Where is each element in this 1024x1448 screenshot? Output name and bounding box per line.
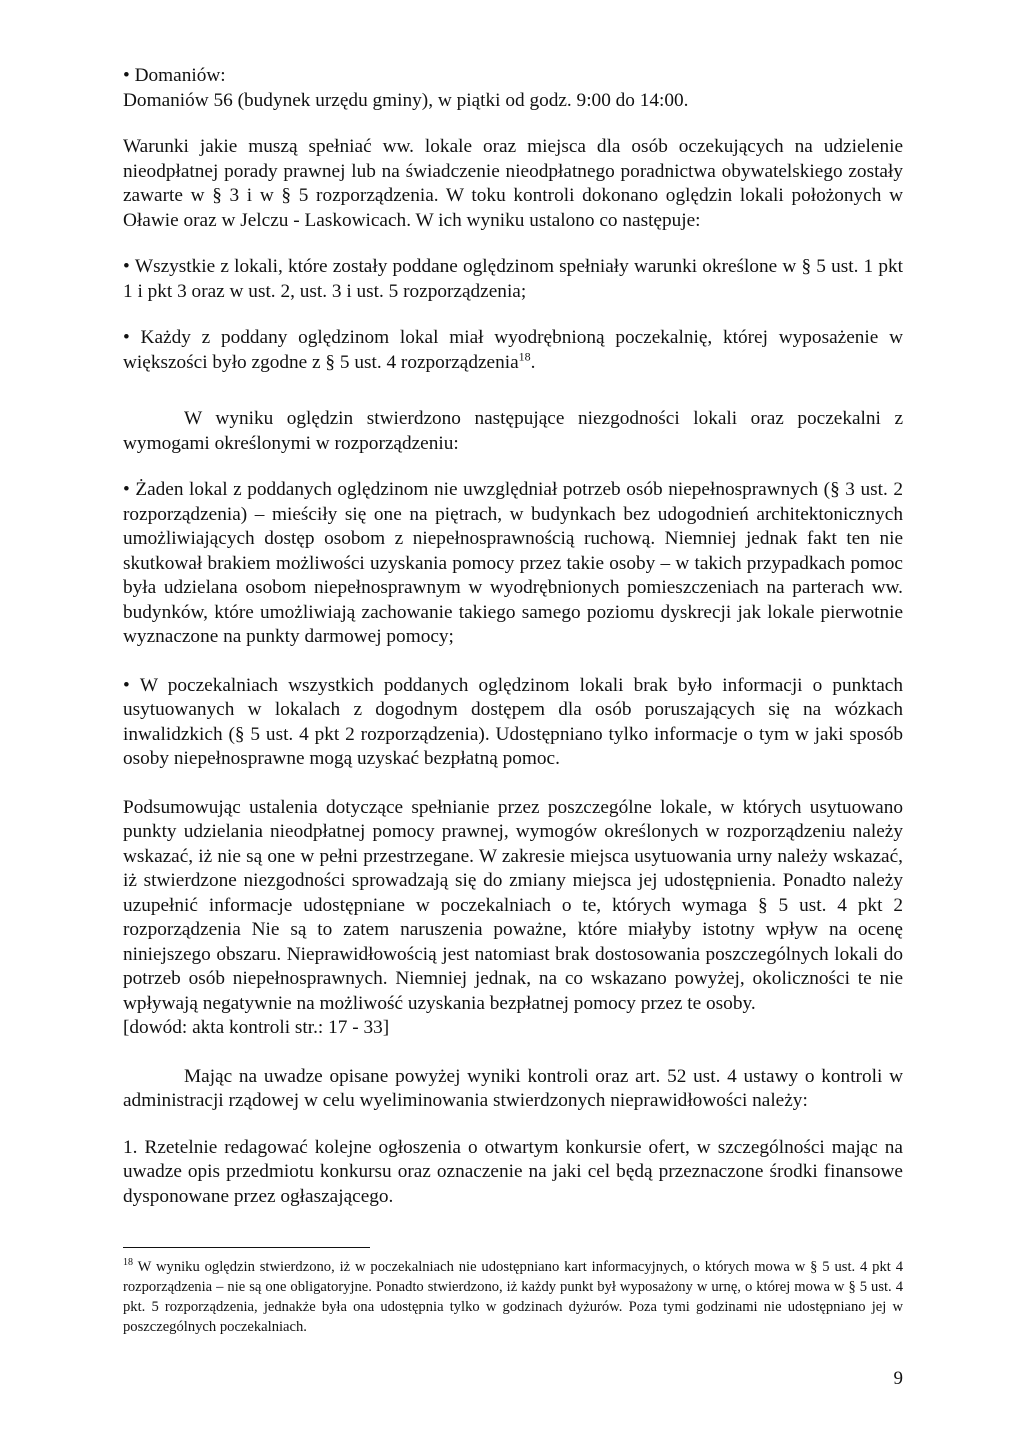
- finding-bullet-2-end: .: [530, 351, 536, 373]
- nonconformity-bullet-2: • W poczekalniach wszystkich poddanych oględzinom lokali brak było informacji o punktach usytuowanych w lokalach z dogodnym dostępem dla osób poruszających się na wózkach inwalidzkich (§ 5 ust. 4 pkt 2 rozporządzenia). Udostępniano tylko informacje o tym w jaki sposób osoby niepełnosprawne mogą uzyskać bezpłatną pomoc.: [123, 674, 903, 772]
- finding-bullet-2-text: Każdy z poddany oględzinom lokal miał wyodrębnioną poczekalnię, której wyposażenie w większości było zgodne z § 5 ust. 4 rozporządzenia: [123, 327, 903, 373]
- recommendation-item-1: 1. Rzetelnie redagować kolejne ogłoszenia o otwartym konkursie ofert, w szczególności mając na uwadze opis przedmiotu konkursu oraz oznaczenie na jaki cel będą przeznaczone środki finansowe dysponowane przez ogłaszającego.: [123, 1136, 903, 1207]
- paragraph-requirements: Warunki jakie muszą spełniać ww. lokale oraz miejsca dla osób oczekujących na udzielenie nieodpłatnej porady prawnej lub na świadczenie nieodpłatnego poradnictwa obywatelskiego zostały zawarte w § 3 i w § 5 rozporządzenia. W toku kontroli dokonano oględzin lokali położonych w Oławie oraz w Jelczu - Laskowicach. W ich wyniku ustalono co następuje:: [123, 136, 903, 231]
- paragraph-summary: Podsumowując ustalenia dotyczące spełnianie przez poszczególne lokale, w których usytuowano punkty udzielania nieodpłatnej pomocy prawnej, wymogów określonych w rozporządzeniu należy wskazać, iż nie są one w pełni przestrzegane. W zakresie miejsca usytuowania urny należy wskazać, iż stwierdzone niezgodności sprowadzają się do zmiany miejsca jej udostępnienia. Ponadto należy uzupełnić informacje udostępniane w poczekalniach o te, których wymaga § 5 ust. 4 pkt 2 rozporządzenia Nie są to zatem naruszenia poważne, które miałyby istotny wpływ na ocenę niniejszego obszaru. Nieprawidłowością jest natomiast brak dostosowania poszczególnych lokali do potrzeb osób niepełnosprawnych. Niemniej jednak, na co wskazano powyżej, okoliczności te nie wpływają negatywnie na możliwość uzyskania bezpłatnej pomocy przez te osoby.: [123, 796, 903, 1014]
- footnote: [123, 1257, 903, 1337]
- finding-bullet-2: [123, 326, 903, 375]
- document-body: [123, 64, 903, 1209]
- finding-bullet-1: • Wszystkie z lokali, które zostały poddane oględzinom spełniały warunki określone w § 5 ust. 1 pkt 1 i pkt 3 oraz w ust. 2, ust. 3 i ust. 5 rozporządzenia;: [123, 255, 903, 304]
- paragraph-nonconformities: W wyniku oględzin stwierdzono następujące niezgodności lokali oraz poczekalni z wymogami określonymi w rozporządzeniu:: [123, 408, 903, 454]
- location-heading: • Domaniów:: [123, 64, 903, 89]
- paragraph-recommendations-intro: Mając na uwadze opisane powyżej wyniki kontroli oraz art. 52 ust. 4 ustawy o kontroli w administracji rządowej w celu wyeliminowania stwierdzonych nieprawidłowości należy:: [123, 1065, 903, 1111]
- page-number: 9: [893, 1368, 903, 1389]
- location-detail: Domaniów 56 (budynek urzędu gminy), w piątki od godz. 9:00 do 14:00.: [123, 89, 689, 111]
- footnote-reference: 18: [518, 349, 531, 364]
- nonconformity-bullet-1: • Żaden lokal z poddanych oględzinom nie uwzględniał potrzeb osób niepełnosprawnych (§ 3 ust. 2 rozporządzenia) – mieściły się one na piętrach, w budynkach bez udogodnień architektonicznych umożliwiających dostęp osobom z niepełnosprawnością ruchową. Niemniej jednak fakt ten nie skutkował brakiem możliwości uzyskania pomocy przez takie osoby – w takich przypadkach pomoc była udzielana osobom niepełnosprawnym w wyodrębnionych pomieszczeniach na parterach ww. budynków, które umożliwiają zachowanie takiego samego poziomu dyskrecji jak lokale pierwotnie wyznaczone na punkty darmowej pomocy;: [123, 478, 903, 650]
- footnote-number: 18: [123, 1257, 133, 1269]
- evidence-reference: [dowód: akta kontroli str.: 17 - 33]: [123, 1017, 390, 1038]
- footnote-text: W wyniku oględzin stwierdzono, iż w poczekalniach nie udostępniano kart informacyjnych, o których mowa w § 5 ust. 4 pkt 4 rozporządzenia – nie są one obligatoryjne. Ponadto stwierdzono, iż każdy punkt był wyposażony w urnę, o której mowa w § 5 ust. 4 pkt. 5 rozporządzenia, jednakże była ona udostępnia tylko w godzinach dyżurów. Poza tymi godzinami nie udostępniano jej w poszczególnych poczekalniach.: [123, 1259, 903, 1335]
- footnote-separator: [123, 1247, 370, 1248]
